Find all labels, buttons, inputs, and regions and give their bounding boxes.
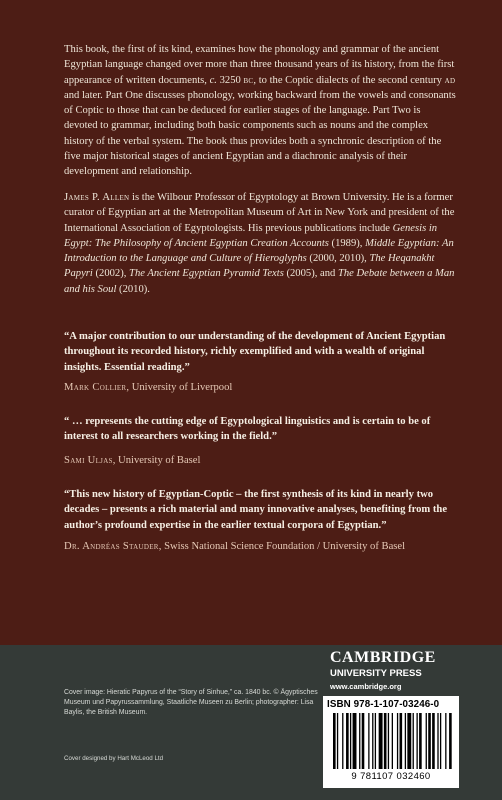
isbn-label: ISBN 978-1-107-03246-0 [327, 699, 440, 710]
barcode-bar [392, 713, 393, 769]
barcode-bar [359, 713, 360, 769]
author-name: James P. Allen [64, 192, 130, 203]
barcode-bar [388, 713, 389, 769]
review-quote: “A major contribution to our understanding of the development of Ancient Egyptian throughout its recorded history, richly exemplified and with a wealth of original insights. Essential reading.” [64, 331, 446, 373]
barcode-bar [353, 713, 357, 769]
review-attribution: Dr. Andréas Stauder, Swiss National Science Foundation / University of Basel [64, 541, 406, 552]
cover-image-credit: Cover image: Hieratic Papyrus of the “Story of Sinhue,” ca. 1840 bc. © Ägyptisches Museum und Papyrussammlung, Staatliche Museen zu Berlin; photographer: Lisa Baylis, the British Museum. [64, 689, 318, 716]
barcode-bar [416, 713, 417, 769]
barcode-bar [337, 713, 338, 769]
cover-designer-credit: Cover designed by Hart McLeod Ltd [64, 755, 164, 762]
barcode-bar [428, 713, 431, 769]
barcode-bar [375, 713, 376, 769]
barcode-bar [440, 713, 441, 769]
book-description: This book, the first of its kind, examines how the phonology and grammar of the ancient Egyptian language changed over more than three thousand years of its history, from the first appearance of written documents, c. 3250 bc, to the Coptic dialects of the second century ad and later. Part One discusses phonology, working backward from the vowels and consonants of Coptic to those that can be deduced for earlier stages of the language. Part Two is devoted to grammar, including both basic components such as nouns and the complex history of the verbal system. The book thus provides both a synchronic description of the five major historical stages of ancient Egyptian and a diachronic analysis of their development and relationship. [64, 44, 456, 178]
barcode-bar [426, 713, 427, 769]
review-quote: “ … represents the cutting edge of Egyptological linguistics and is certain to be of interest to all researchers working in the field.” [64, 416, 431, 443]
barcode-bar [432, 713, 435, 769]
barcode-bar [362, 713, 365, 769]
publisher-name: CAMBRIDGE [330, 649, 436, 666]
barcode-bar [437, 713, 438, 769]
barcode-bar [449, 713, 452, 769]
barcode-bar [372, 713, 373, 769]
barcode-bar [342, 713, 343, 769]
barcode-bar [445, 713, 446, 769]
barcode-bar [400, 713, 403, 769]
barcode-bar [413, 713, 414, 769]
barcode-bar [368, 713, 369, 769]
barcode-bar [379, 713, 383, 769]
barcode-bar [419, 713, 422, 769]
barcode-bar [384, 713, 387, 769]
barcode-bar [350, 713, 351, 769]
barcode-bar [407, 713, 411, 769]
barcode-bar [397, 713, 398, 769]
barcode-bar [346, 713, 349, 769]
publisher-url: www.cambridge.org [330, 682, 402, 691]
barcode-bar [405, 713, 406, 769]
publisher-logo [330, 650, 440, 692]
review-quote: “This new history of Egyptian-Coptic – the first synthesis of its kind in nearly two decades – presents a rich material and many innovative analyses, benefiting from the author’s profound expertise in the earlier textual corpora of Egyptian.” [64, 489, 448, 531]
review-attribution: Sami Uljas, University of Basel [64, 455, 201, 466]
barcode-bar [333, 713, 336, 769]
author-bio: James P. Allen is the Wilbour Professor of Egyptology at Brown University. He is a former curator of Egyptian art at the Metropolitan Museum of Art in New York and president of the International Association of Egyptologists. His previous publications include Genesis in Egypt: The Philosophy of Ancient Egyptian Creation Accounts (1989), Middle Egyptian: An Introduction to the Language and Culture of Hieroglyphs (2000, 2010), The Heqanakht Papyri (2002), The Ancient Egyptian Pyramid Texts (2005), and The Debate between a Man and his Soul (2010). [64, 192, 455, 295]
barcode-digits: 9 781107 032460 [351, 771, 431, 782]
publisher-subname: UNIVERSITY PRESS [330, 668, 422, 679]
barcode-bars [333, 713, 453, 769]
review-attribution: Mark Collier, University of Liverpool [64, 382, 233, 393]
isbn-barcode [323, 696, 459, 788]
